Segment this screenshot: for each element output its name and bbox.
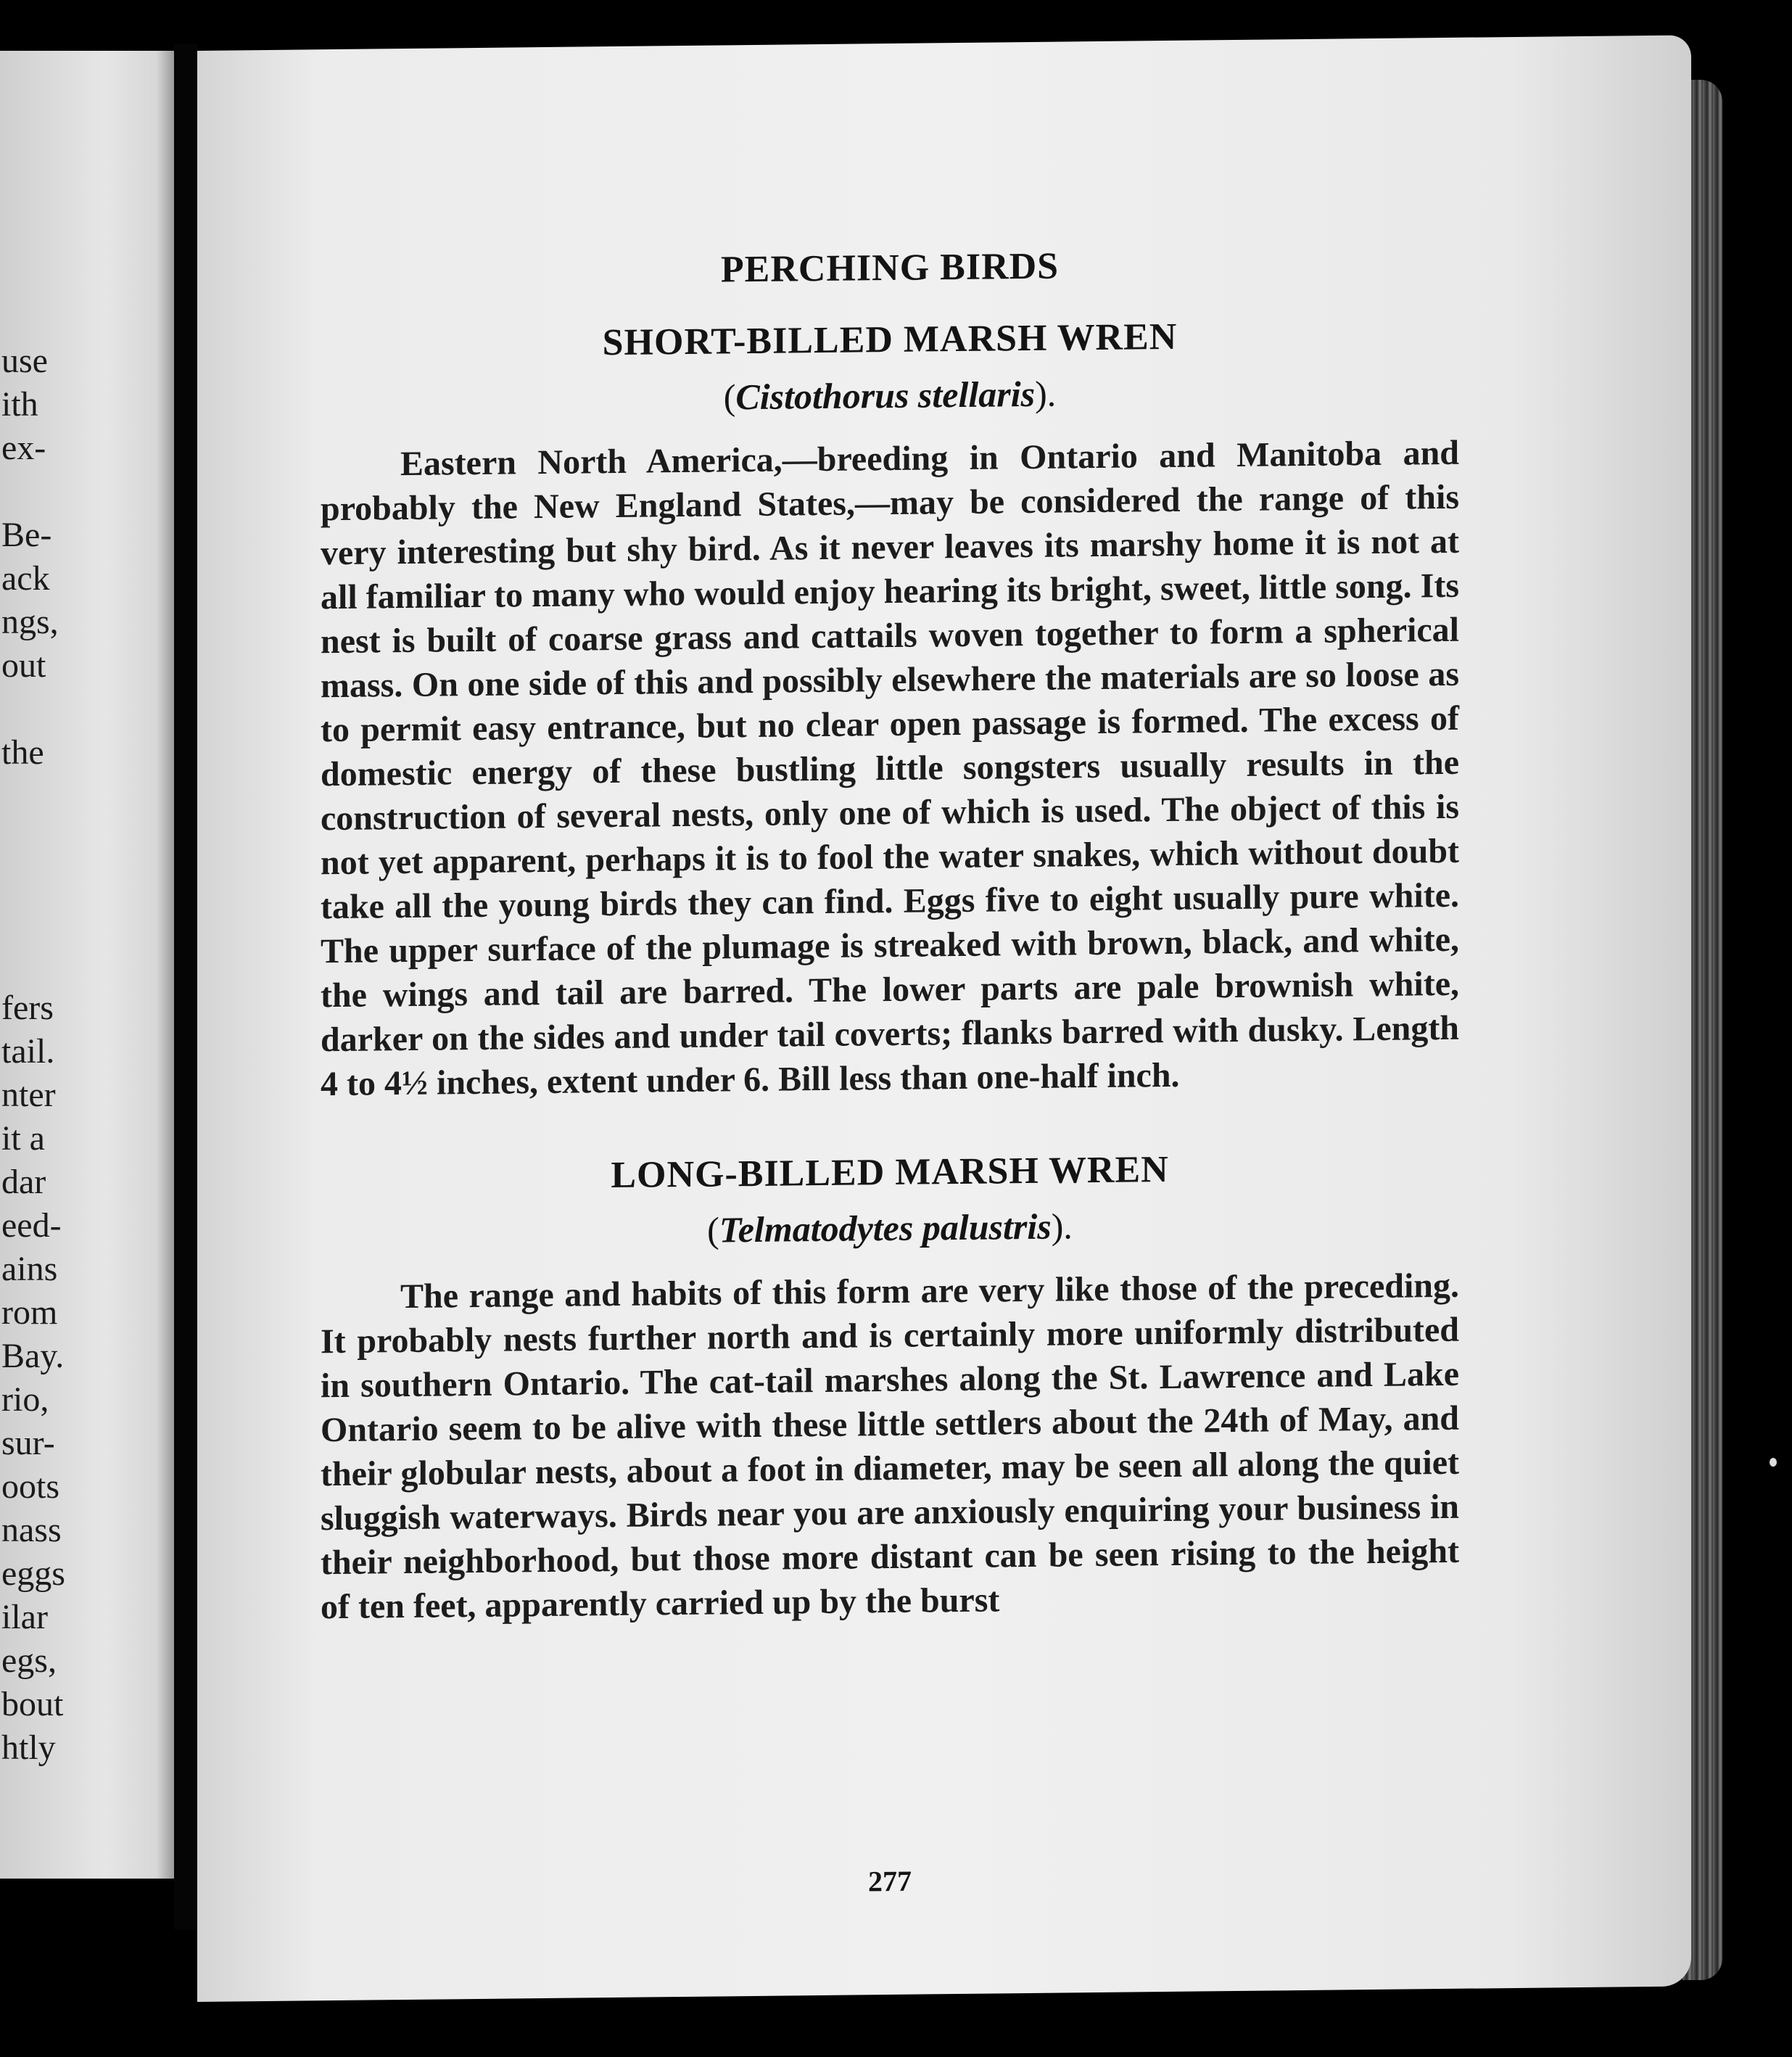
species-close-paren: ). xyxy=(1035,373,1057,414)
left-line-fragment: fers xyxy=(1,989,54,1027)
left-line-fragment: ack xyxy=(1,559,50,598)
left-line-fragment: oots xyxy=(1,1467,60,1506)
book-page xyxy=(197,35,1691,2002)
left-line-fragment: rom xyxy=(1,1293,58,1332)
left-line-fragment: out xyxy=(1,646,46,685)
left-line-fragment: rio, xyxy=(1,1380,49,1419)
left-line-fragment: htly xyxy=(1,1728,56,1767)
left-line-fragment: eed- xyxy=(1,1206,62,1245)
left-line-fragment: it a xyxy=(1,1119,45,1158)
left-line-fragment: nass xyxy=(1,1511,62,1549)
book-spine xyxy=(174,44,197,1929)
left-line-fragment: ex- xyxy=(1,429,46,467)
species-latin-name: Cistothorus stellaris xyxy=(735,373,1036,418)
page-content xyxy=(321,241,1459,1898)
running-head: PERCHING BIRDS xyxy=(720,245,1060,291)
section-title-long-billed-marsh-wren: LONG-BILLED MARSH WREN xyxy=(611,1148,1169,1197)
section-title-short-billed-marsh-wren: SHORT-BILLED MARSH WREN xyxy=(602,316,1178,364)
section-body-paragraph: The range and habits of this form are very like those of the preceding. It probably nests further north and is certainly more uniformly distributed in southern Ontario. The cat-tail marshes along the St. Lawrence and Lake Ontario seem to be alive with these little settlers about the 24th of May, and their globular nests, about a foot in diameter, may be seen all along the quiet sluggish waterways. Birds near you are anxiously enquiring your business in their neighborhood, but those more distant can be seen rising to the height of ten feet, apparently carried up by the burst xyxy=(321,1266,1459,1627)
species-name xyxy=(321,368,1459,422)
left-line-fragment: ith xyxy=(1,385,38,424)
left-line-fragment: ngs, xyxy=(1,603,59,641)
left-line-fragment: eggs xyxy=(1,1554,65,1593)
left-line-fragment: Be- xyxy=(1,516,52,554)
species-latin-name: Telmatodytes palustris xyxy=(719,1205,1052,1250)
left-page-fragment xyxy=(0,51,174,1879)
left-line-fragment: dar xyxy=(1,1163,46,1201)
left-line-fragment: egs, xyxy=(1,1641,57,1680)
left-line-fragment: tail. xyxy=(1,1032,55,1071)
left-line-fragment: use xyxy=(1,342,48,380)
page-number: 277 xyxy=(868,1864,912,1898)
left-line-fragment: bout xyxy=(1,1685,64,1723)
left-line-fragment: nter xyxy=(1,1076,56,1114)
section-body-paragraph: Eastern North America,—breeding in Ontario and Manitoba and probably the New England States,—may be considered the range of this very interesting but shy bird. As it never leaves its marshy home it is not at all familiar to many who would enjoy hearing its bright, sweet, little song. Its nest is built of coarse grass and cattails woven together to form a spherical mass. On one side of this and possibly elsewhere the materials are so loose as to permit easy entrance, but no clear open passage is formed. The excess of domestic energy of these bustling little songsters usually results in the construction of several nests, only one of which is used. The object of this is not yet apparent, perhaps it is to fool the water snakes, which without doubt take all the young birds they can find. Eggs five to eight usually pure white. The upper surface of the plumage is streaked with brown, black, and white, the wings and tail are barred. The lower parts are pale brownish white, darker on the sides and under tail coverts; flanks barred with dusky. Length 4 to 4½ inches, extent under 6. Bill less than one-half inch. xyxy=(321,433,1459,1104)
left-line-fragment: ains xyxy=(1,1250,58,1288)
scan-speck xyxy=(1770,1458,1777,1467)
left-line-fragment: the xyxy=(1,733,44,772)
species-open-paren: ( xyxy=(723,376,736,418)
species-close-paren: ). xyxy=(1051,1205,1073,1247)
species-open-paren: ( xyxy=(707,1209,719,1250)
left-line-fragment: ilar xyxy=(1,1598,48,1636)
species-name xyxy=(321,1201,1459,1255)
left-line-fragment: sur- xyxy=(1,1424,55,1462)
left-line-fragment: Bay. xyxy=(1,1337,65,1375)
